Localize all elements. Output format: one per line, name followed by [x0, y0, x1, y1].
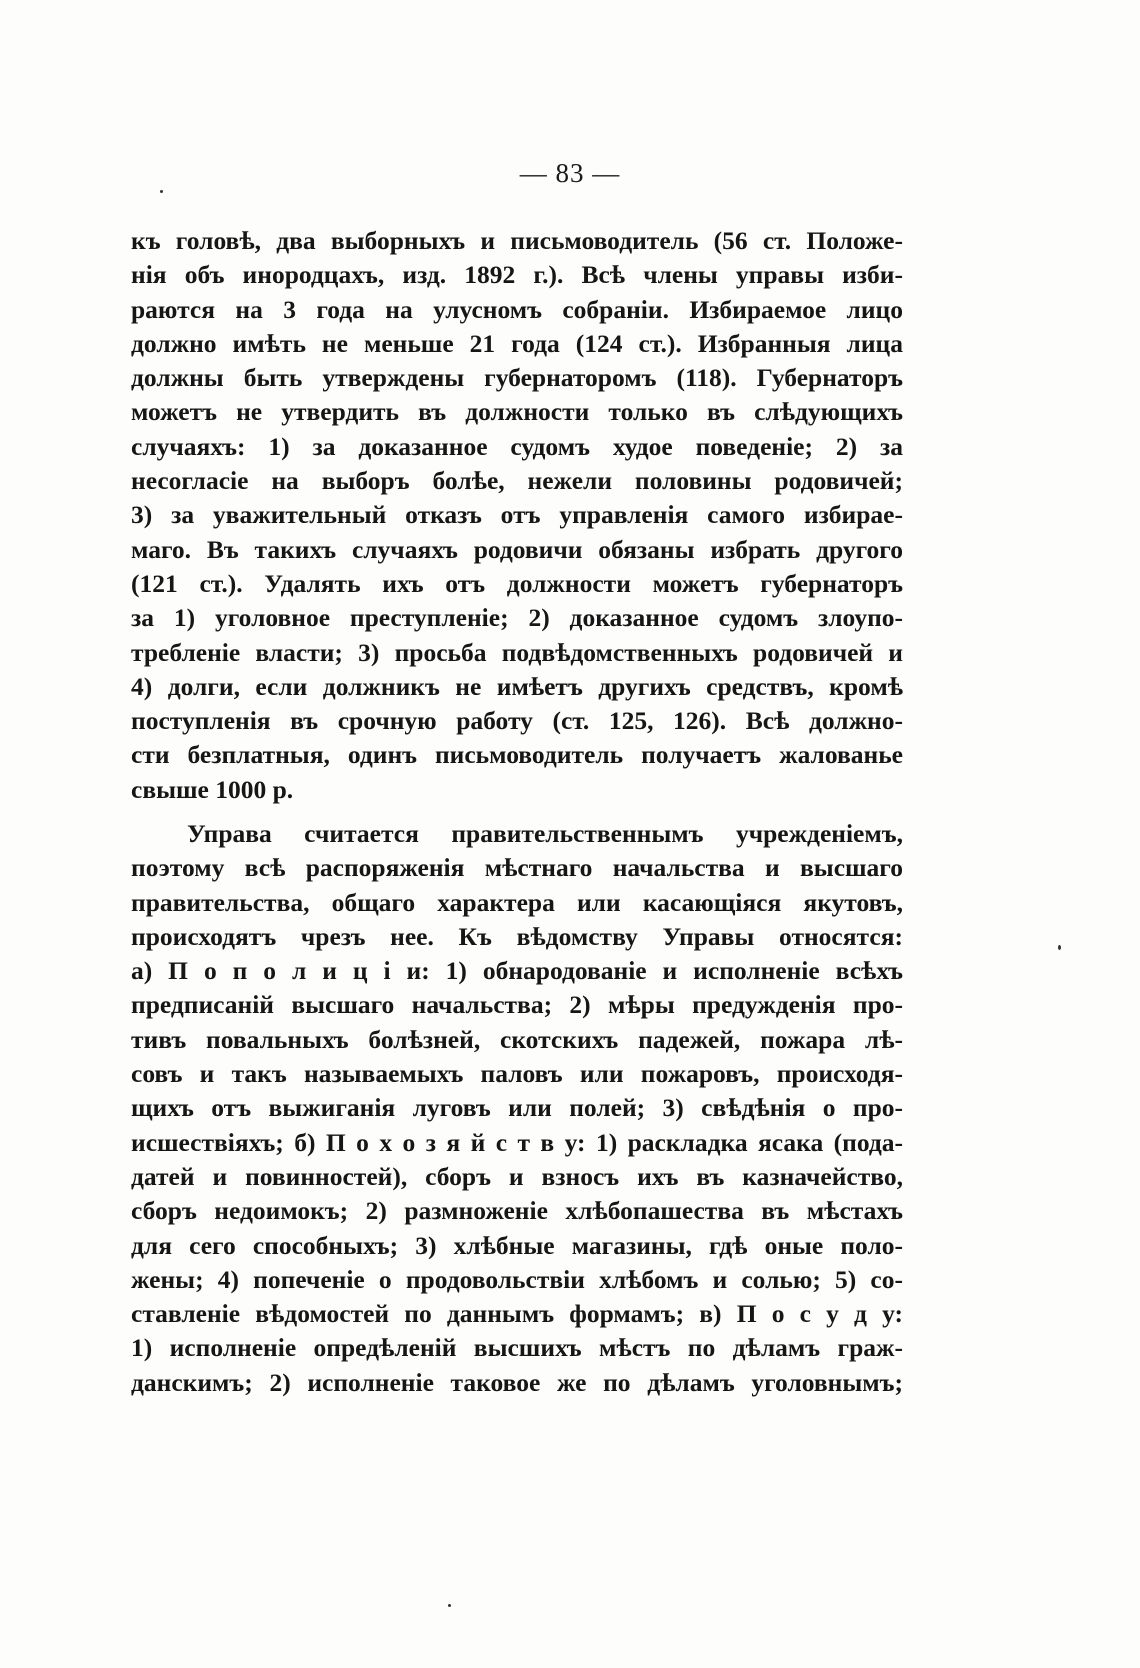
- text-line: Управа считается правительственнымъ учрежденіемъ,: [187, 819, 903, 848]
- paragraph-1: [131, 224, 903, 807]
- text-line: (121 ст.). Удалять ихъ отъ должности можетъ губернаторъ: [131, 568, 903, 598]
- text-line: должно имѣть не меньше 21 года (124 ст.). Избранныя лица: [131, 328, 903, 358]
- text-line: сборъ недоимокъ; 2) размноженіе хлѣбопашества въ мѣстахъ: [131, 1196, 903, 1226]
- text-line: маго. Въ такихъ случаяхъ родовичи обязаны избрать другого: [131, 534, 903, 564]
- text-line: датей и повинностей), сборъ и взносъ ихъ въ казначейство,: [131, 1161, 903, 1191]
- text-line: ставленіе вѣдомостей по даннымъ формамъ; в) П о с у д у:: [131, 1299, 903, 1329]
- text-line: 1) исполненіе опредѣленій высшихъ мѣстъ по дѣламъ граж-: [131, 1333, 903, 1363]
- text-line: тивъ повальныхъ болѣзней, скотскихъ падежей, пожара лѣ-: [131, 1024, 903, 1054]
- text-line: а) П о п о л и ц і и: 1) обнародованіе и исполненіе всѣхъ: [131, 956, 903, 986]
- text-line: происходятъ чрезъ нее. Къ вѣдомству Управы относятся:: [131, 921, 903, 951]
- text-line: 4) долги, если должникъ не имѣетъ другихъ средствъ, кромѣ: [131, 671, 903, 701]
- print-speck: [448, 1604, 451, 1607]
- text-line: поэтому всѣ распоряженія мѣстнаго начальства и высшаго: [131, 853, 903, 883]
- print-speck: [160, 190, 163, 193]
- text-line: раются на 3 года на улусномъ собраніи. Избираемое лицо: [131, 294, 903, 324]
- text-line: требленіе власти; 3) просьба подвѣдомственныхъ родовичей и: [131, 637, 903, 667]
- text-line: можетъ не утвердить въ должности только въ слѣдующихъ: [131, 397, 903, 427]
- text-line: 3) за уважительный отказъ отъ управленія самого избирае-: [131, 500, 903, 530]
- text-line: за 1) уголовное преступленіе; 2) доказанное судомъ злоупо-: [131, 603, 903, 633]
- text-line: къ головѣ, два выборныхъ и письмоводитель (56 ст. Положе-: [131, 226, 903, 255]
- text-line: правительства, общаго характера или касающіяся якутовъ,: [131, 887, 903, 917]
- text-line: совъ и такъ называемыхъ паловъ или пожаровъ, происходя-: [131, 1059, 903, 1089]
- print-speck: [1058, 945, 1061, 950]
- text-line: предписаній высшаго начальства; 2) мѣры предужденія про-: [131, 990, 903, 1020]
- text-line: исшествіяхъ; б) П о х о з я й с т в у: 1) раскладка ясака (пода-: [131, 1127, 903, 1157]
- text-line: сти безплатныя, одинъ письмоводитель получаетъ жалованье: [131, 740, 903, 770]
- text-line: данскимъ; 2) исполненіе таковое же по дѣламъ уголовнымъ;: [131, 1367, 903, 1397]
- text-line: несогласіе на выборъ болѣе, нежели половины родовичей;: [131, 466, 903, 496]
- text-line: щихъ отъ выжиганія луговъ или полей; 3) свѣдѣнія о про-: [131, 1093, 903, 1123]
- text-line: должны быть утверждены губернаторомъ (118). Губернаторъ: [131, 363, 903, 393]
- text-line: поступленія въ срочную работу (ст. 125, 126). Всѣ должно-: [131, 706, 903, 736]
- text-line: жены; 4) попеченіе о продовольствіи хлѣбомъ и солью; 5) со-: [131, 1264, 903, 1294]
- paragraph-2: [131, 817, 903, 1400]
- text-line: нія объ инородцахъ, изд. 1892 г.). Всѣ члены управы изби-: [131, 260, 903, 290]
- text-line: случаяхъ: 1) за доказанное судомъ худое поведеніе; 2) за: [131, 431, 903, 461]
- text-line: для сего способныхъ; 3) хлѣбные магазины, гдѣ оные поло-: [131, 1230, 903, 1260]
- text-line: свыше 1000 р.: [131, 774, 294, 804]
- page-number: — 83 —: [519, 158, 621, 188]
